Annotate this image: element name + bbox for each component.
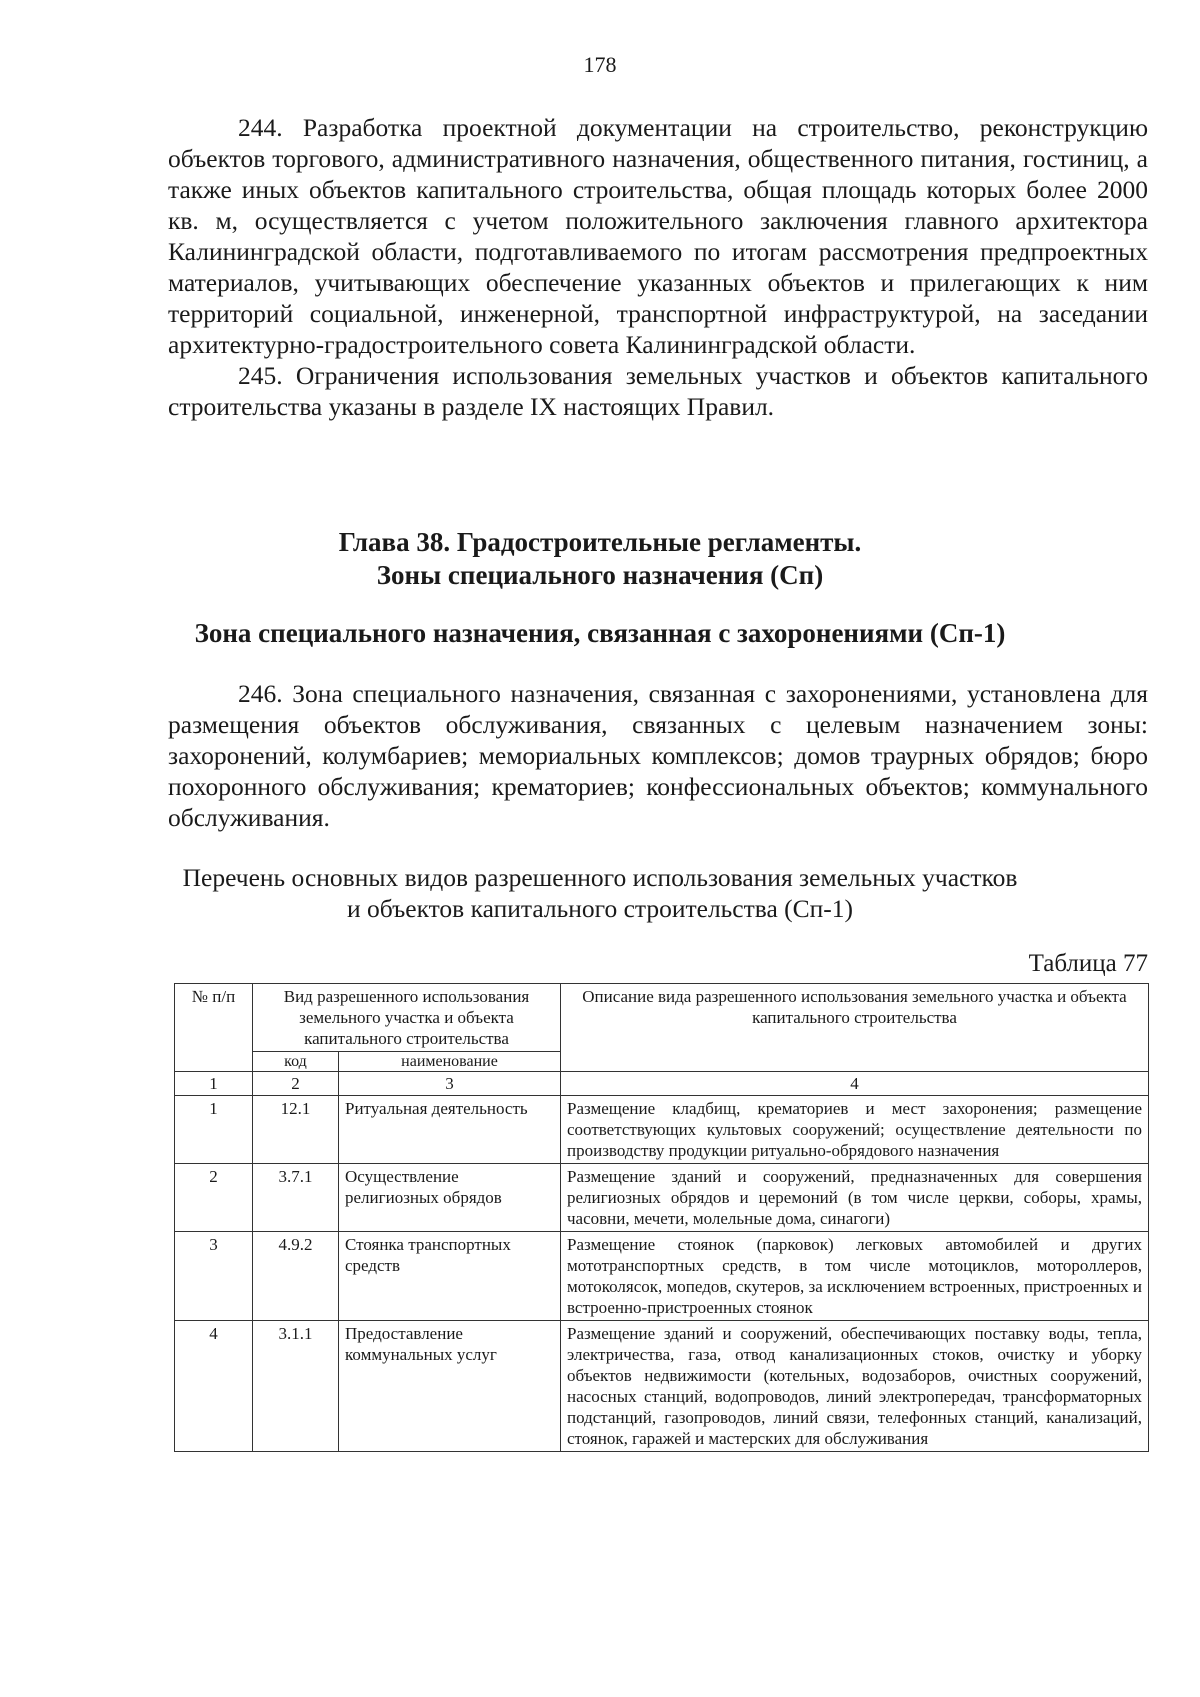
row-description: Размещение зданий и сооружений, обеспечивающих поставку воды, тепла, электричества, газа, отвод канализационных стоков, очистку и уборку объектов недвижимости (котельных, водозаборов, очистных сооружений, насосных станций, водопроводов, линий электропередач, трансформаторных подстанций, газопроводов, линий связи, телефонных станций, канализаций, стоянок, гаражей и мастерских для обслуживания (561, 1321, 1149, 1452)
row-name: Стоянка транспортных средств (339, 1232, 561, 1321)
row-name: Осуществление религиозных обрядов (339, 1164, 561, 1232)
header-kind: Вид разрешенного использования земельного участка и объекта капитального строительства (253, 984, 561, 1052)
paragraph-245: 245. Ограничения использования земельных участков и объектов капитального строительства указаны в разделе IX настоящих Правил. (168, 361, 1148, 421)
table-row (175, 1164, 1149, 1232)
row-code: 4.9.2 (253, 1232, 339, 1321)
zone-description (168, 678, 1148, 833)
row-num: 4 (175, 1321, 253, 1452)
row-description: Размещение кладбищ, крематориев и мест захоронения; размещение соответствующих культовых сооружений; осуществление деятельности по производству продукции ритуально-обрядового назначения (561, 1096, 1149, 1164)
row-num: 3 (175, 1232, 253, 1321)
paragraph-246: 246. Зона специального назначения, связанная с захоронениями, установлена для размещения объектов обслуживания, связанных с целевым назначением зоны: захоронений, колумбариев; мемориальных комплексов; домов траурных обрядов; бюро похоронного обслуживания; крематориев; конфессиональных объектов; коммунального обслуживания. (168, 679, 1148, 832)
table-label: Таблица 77 (1028, 950, 1148, 977)
regulations-table (174, 983, 1149, 1452)
row-description: Размещение зданий и сооружений, предназначенных для совершения религиозных обрядов и церемоний (в том числе церкви, соборы, храмы, часовни, мечети, молельные дома, синагоги) (561, 1164, 1149, 1232)
column-number: 3 (339, 1072, 561, 1096)
row-name: Предоставление коммунальных услуг (339, 1321, 561, 1452)
list-title-line-1: Перечень основных видов разрешенного использования земельных участков (182, 863, 1018, 892)
zone-title: Зона специального назначения, связанная с захоронениями (Сп-1) (194, 618, 1006, 648)
column-number: 1 (175, 1072, 253, 1096)
table-row (175, 1096, 1149, 1164)
row-num: 2 (175, 1164, 253, 1232)
page-number: 178 (583, 52, 617, 77)
header-description: Описание вида разрешенного использования земельного участка и объекта капитального строительства (561, 984, 1149, 1072)
column-numbers-row (175, 1072, 1149, 1096)
row-description: Размещение стоянок (парковок) легковых автомобилей и других мототранспортных средств, в том числе мотоциклов, мотороллеров, мотоколясок, мопедов, скутеров, за исключением встроенных, пристроенных и встроенно-пристроенных стоянок (561, 1232, 1149, 1321)
row-name: Ритуальная деятельность (339, 1096, 561, 1164)
paragraph-244: 244. Разработка проектной документации на строительство, реконструкцию объектов торгового, административного назначения, общественного питания, гостиниц, а также иных объектов капитального строительства, общая площадь которых более 2000 кв. м, осуществляется с учетом положительного заключения главного архитектора Калининградской области, подготавливаемого по итогам рассмотрения предпроектных материалов, учитывающих обеспечение указанных объектов и прилегающих к ним территорий социальной, инженерной, транспортной инфраструктурой, на заседании архитектурно-градостроительного совета Калининградской области. (168, 113, 1148, 359)
table-row (175, 1321, 1149, 1452)
column-number: 2 (253, 1072, 339, 1096)
row-code: 12.1 (253, 1096, 339, 1164)
column-number: 4 (561, 1072, 1149, 1096)
list-title (0, 862, 1200, 924)
row-code: 3.7.1 (253, 1164, 339, 1232)
table-row (175, 1232, 1149, 1321)
intro-text (168, 112, 1148, 422)
row-code: 3.1.1 (253, 1321, 339, 1452)
chapter-title-line-1: Глава 38. Градостроительные регламенты. (338, 527, 862, 557)
chapter-title (0, 526, 1200, 592)
header-code: код (253, 1052, 339, 1072)
header-num: № п/п (175, 984, 253, 1072)
list-title-line-2: и объектов капитального строительства (Сп-1) (346, 894, 854, 923)
header-name: наименование (339, 1052, 561, 1072)
table-header-row (175, 984, 1149, 1052)
row-num: 1 (175, 1096, 253, 1164)
chapter-title-line-2: Зоны специального назначения (Сп) (376, 560, 824, 590)
